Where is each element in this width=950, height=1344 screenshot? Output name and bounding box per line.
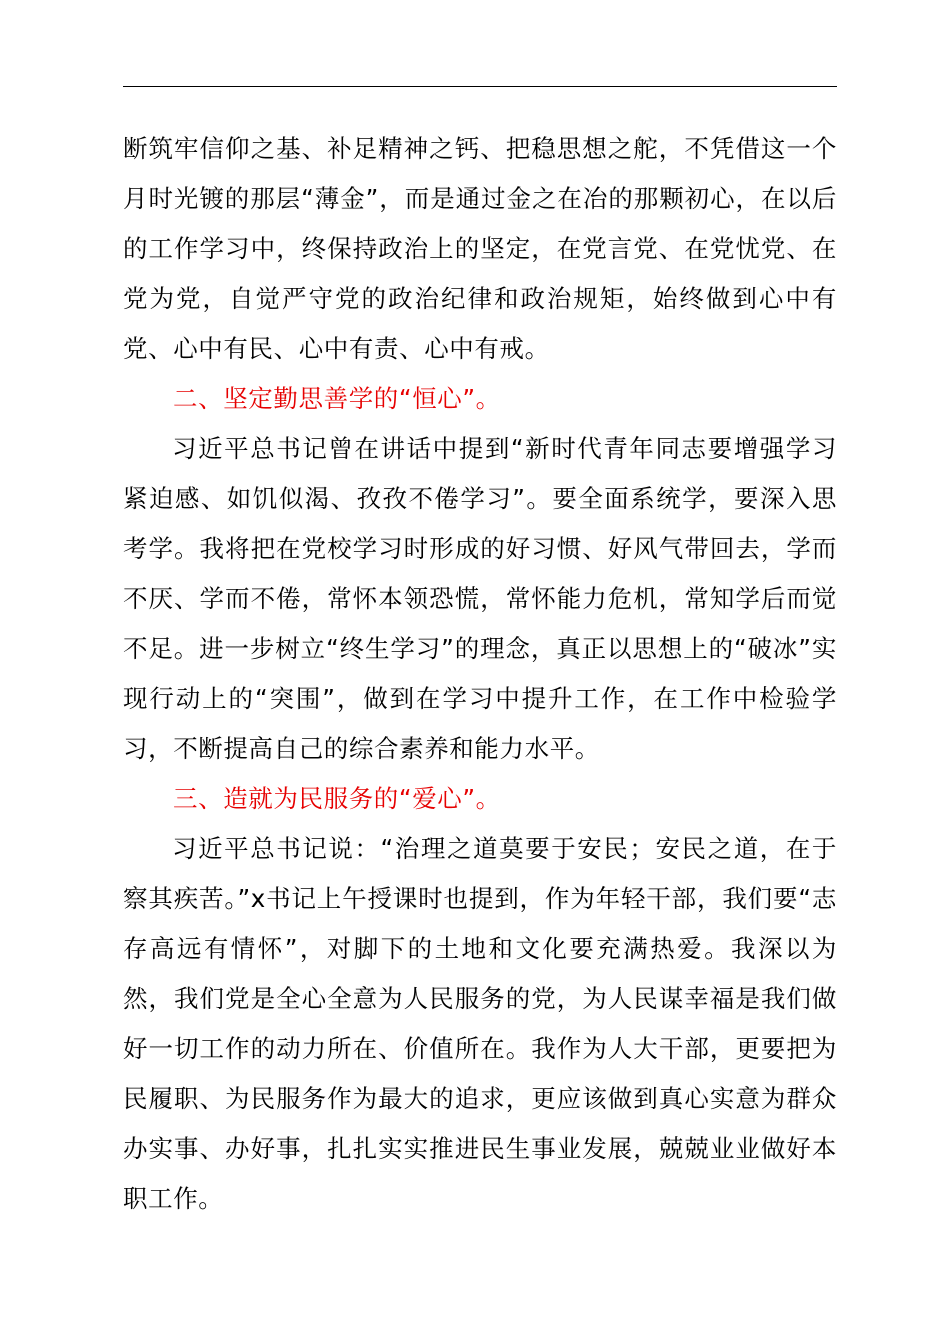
section-heading-2: 二、坚定勤思善学的“恒心”。	[173, 384, 501, 413]
paragraph-service: 习近平总书记说：“治理之道莫要于安民；安民之道，在于察其疾苦。”x书记上午授课时也提到，作为年轻干部，我们要“志存高远有情怀”，对脚下的土地和文化要充满热爱。我深以为然，我们党是全心全意为人民服务的党，为人民谋幸福是我们做好一切工作的动力所在、价值所在。我作为人大干部，更要把为民履职、为民服务作为最大的追求，更应该做到真心实意为群众办实事、办好事，扎扎实实推进民生事业发展，兢兢业业做好本职工作。	[123, 834, 837, 1213]
paragraph-faith: 断筑牢信仰之基、补足精神之钙、把稳思想之舵，不凭借这一个月时光镀的那层“薄金”，而是通过金之在冶的那颗初心，在以后的工作学习中，终保持政治上的坚定，在党言党、在党忧党、在党为党，自觉严守党的政治纪律和政治规矩，始终做到心中有党、心中有民、心中有责、心中有戒。	[123, 134, 837, 363]
header-rule	[123, 86, 837, 87]
paragraph-study: 习近平总书记曾在讲话中提到“新时代青年同志要增强学习紧迫感、如饥似渴、孜孜不倦学习”。要全面系统学，要深入思考学。我将把在党校学习时形成的好习惯、好风气带回去，学而不厌、学而不倦，常怀本领恐慌，常怀能力危机，常知学后而觉不足。进一步树立“终生学习”的理念，真正以思想上的“破冰”实现行动上的“突围”，做到在学习中提升工作，在工作中检验学习，不断提高自己的综合素养和能力水平。	[123, 434, 837, 763]
section-heading-3: 三、造就为民服务的“爱心”。	[173, 784, 501, 813]
document-body	[123, 124, 837, 1224]
